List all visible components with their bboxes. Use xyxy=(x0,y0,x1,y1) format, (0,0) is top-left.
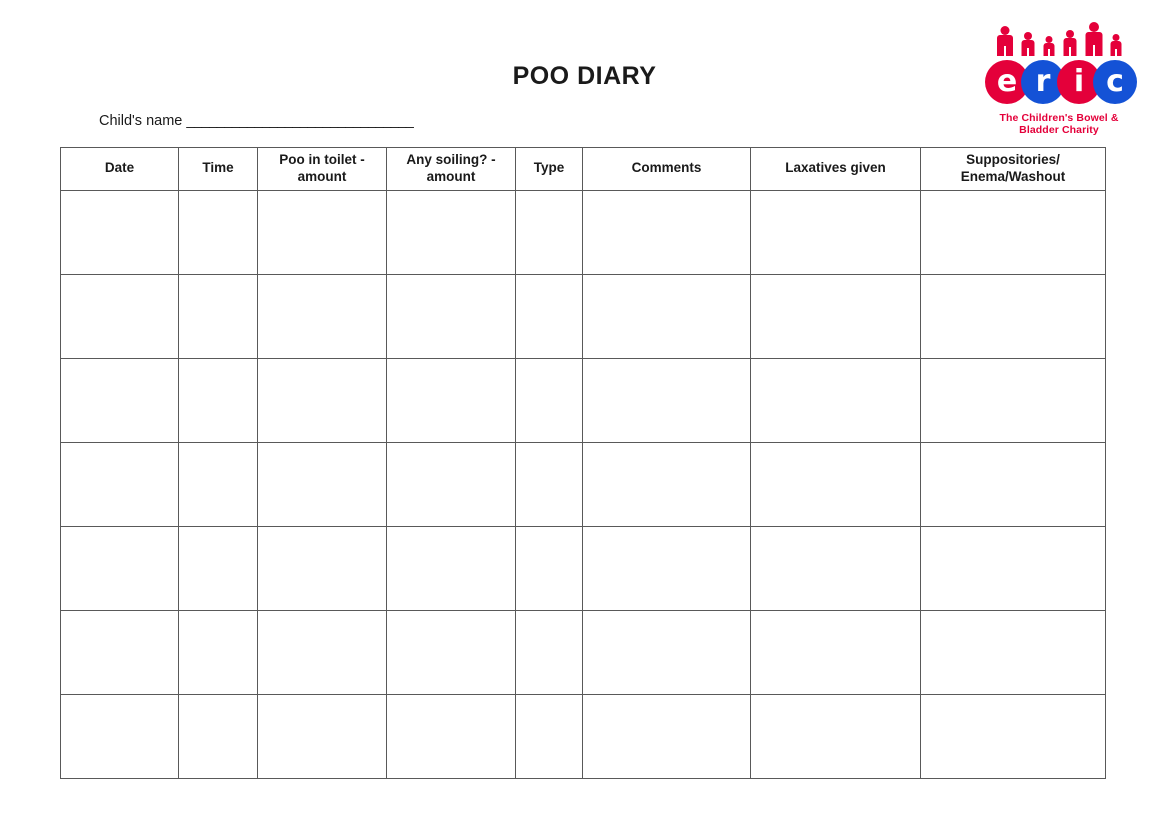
cell-date[interactable] xyxy=(61,610,179,694)
column-header-comments: Comments xyxy=(583,148,751,191)
column-header-laxatives-given: Laxatives given xyxy=(751,148,921,191)
column-header-poo-in-toilet-amount: Poo in toilet - amount xyxy=(258,148,387,191)
cell-suppositories[interactable] xyxy=(921,274,1106,358)
cell-comments[interactable] xyxy=(583,274,751,358)
family-figures-icon xyxy=(991,12,1127,56)
child-name-label: Child's name xyxy=(99,113,183,129)
cell-soiling[interactable] xyxy=(387,358,516,442)
logo-tagline: The Children's Bowel & Bladder Charity xyxy=(999,112,1119,136)
table-row[interactable] xyxy=(61,610,1106,694)
cell-soiling[interactable] xyxy=(387,274,516,358)
table-row[interactable] xyxy=(61,694,1106,778)
cell-comments[interactable] xyxy=(583,610,751,694)
logo-letter-c: c xyxy=(1093,60,1137,104)
cell-type[interactable] xyxy=(516,442,583,526)
cell-soiling[interactable] xyxy=(387,526,516,610)
table-header-row xyxy=(61,148,1106,191)
cell-comments[interactable] xyxy=(583,442,751,526)
cell-suppositories[interactable] xyxy=(921,190,1106,274)
cell-poo-amount[interactable] xyxy=(258,694,387,778)
cell-soiling[interactable] xyxy=(387,610,516,694)
column-header-date: Date xyxy=(61,148,179,191)
cell-date[interactable] xyxy=(61,274,179,358)
cell-type[interactable] xyxy=(516,610,583,694)
cell-date[interactable] xyxy=(61,526,179,610)
cell-poo-amount[interactable] xyxy=(258,442,387,526)
cell-time[interactable] xyxy=(179,610,258,694)
cell-suppositories[interactable] xyxy=(921,694,1106,778)
cell-time[interactable] xyxy=(179,274,258,358)
page-title: POO DIARY xyxy=(512,62,657,90)
cell-suppositories[interactable] xyxy=(921,358,1106,442)
cell-suppositories[interactable] xyxy=(921,610,1106,694)
cell-type[interactable] xyxy=(516,190,583,274)
cell-suppositories[interactable] xyxy=(921,526,1106,610)
cell-time[interactable] xyxy=(179,694,258,778)
cell-laxatives[interactable] xyxy=(751,358,921,442)
cell-time[interactable] xyxy=(179,358,258,442)
cell-laxatives[interactable] xyxy=(751,694,921,778)
cell-type[interactable] xyxy=(516,694,583,778)
cell-poo-amount[interactable] xyxy=(258,526,387,610)
cell-laxatives[interactable] xyxy=(751,442,921,526)
table-row[interactable] xyxy=(61,190,1106,274)
column-header-any-soiling-amount: Any soiling? - amount xyxy=(387,148,516,191)
cell-soiling[interactable] xyxy=(387,190,516,274)
logo-letter-r: r xyxy=(1021,60,1065,104)
cell-poo-amount[interactable] xyxy=(258,358,387,442)
cell-time[interactable] xyxy=(179,442,258,526)
cell-time[interactable] xyxy=(179,190,258,274)
column-header-time: Time xyxy=(179,148,258,191)
cell-date[interactable] xyxy=(61,442,179,526)
cell-time[interactable] xyxy=(179,526,258,610)
table-row[interactable] xyxy=(61,526,1106,610)
cell-type[interactable] xyxy=(516,526,583,610)
diary-table-wrapper xyxy=(60,147,1105,779)
cell-poo-amount[interactable] xyxy=(258,190,387,274)
child-name-field xyxy=(99,113,413,129)
cell-comments[interactable] xyxy=(583,694,751,778)
cell-laxatives[interactable] xyxy=(751,274,921,358)
cell-date[interactable] xyxy=(61,190,179,274)
cell-soiling[interactable] xyxy=(387,442,516,526)
cell-type[interactable] xyxy=(516,274,583,358)
table-row[interactable] xyxy=(61,358,1106,442)
cell-comments[interactable] xyxy=(583,526,751,610)
diary-table xyxy=(60,147,1106,779)
table-row[interactable] xyxy=(61,274,1106,358)
cell-laxatives[interactable] xyxy=(751,610,921,694)
cell-comments[interactable] xyxy=(583,358,751,442)
table-row[interactable] xyxy=(61,442,1106,526)
cell-suppositories[interactable] xyxy=(921,442,1106,526)
column-header-type: Type xyxy=(516,148,583,191)
column-header-suppositories-enema-washout: Suppositories/ Enema/Washout xyxy=(921,148,1106,191)
child-name-blank-line[interactable]: ______________________________ xyxy=(186,113,414,129)
cell-laxatives[interactable] xyxy=(751,190,921,274)
cell-date[interactable] xyxy=(61,358,179,442)
cell-comments[interactable] xyxy=(583,190,751,274)
logo-letter-i: i xyxy=(1057,60,1101,104)
cell-soiling[interactable] xyxy=(387,694,516,778)
logo-letter-e: e xyxy=(985,60,1029,104)
cell-laxatives[interactable] xyxy=(751,526,921,610)
cell-poo-amount[interactable] xyxy=(258,610,387,694)
cell-date[interactable] xyxy=(61,694,179,778)
cell-poo-amount[interactable] xyxy=(258,274,387,358)
cell-type[interactable] xyxy=(516,358,583,442)
